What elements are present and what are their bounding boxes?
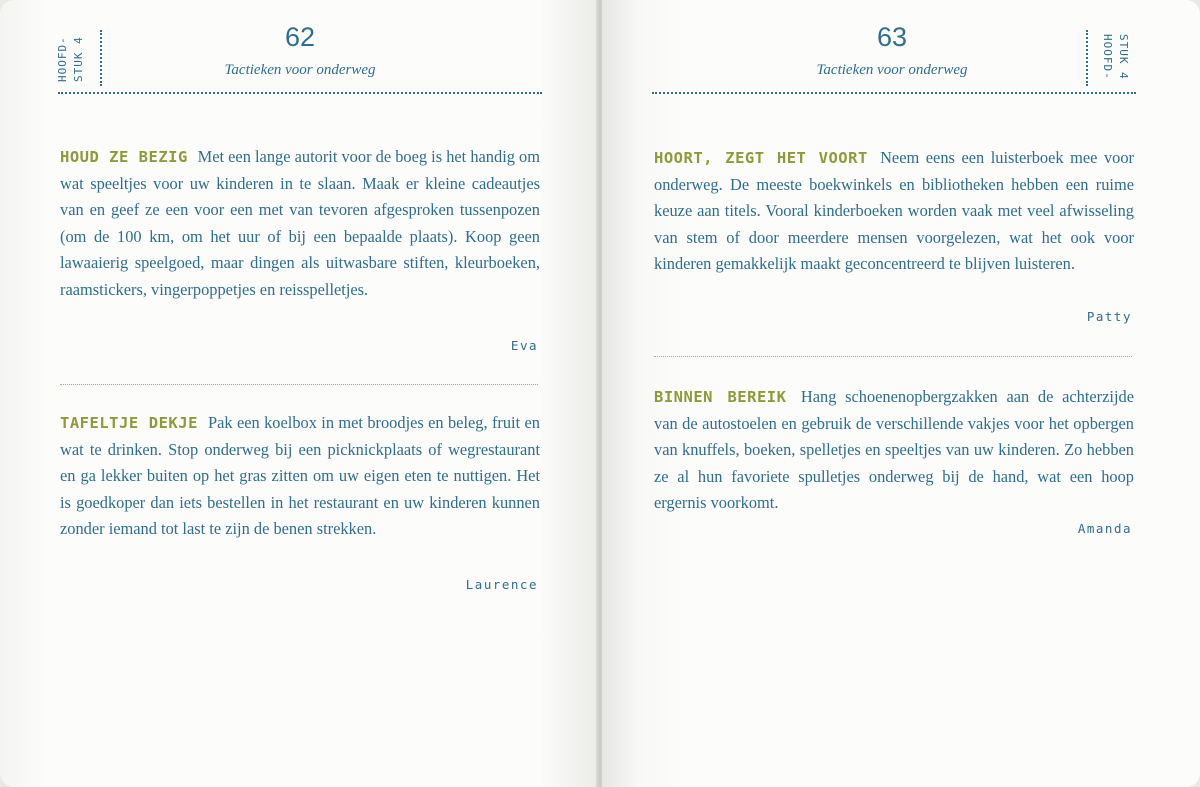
chapter-tab-line2: STUK 4 [1117,34,1130,80]
chapter-tab-line2: STUK 4 [72,36,85,82]
tip-body: Pak een koelbox in met broodjes en beleg, fruit en wat te drinken. Stop onderweg bij een picknickplaats of wegrestaurant en ga lekker buiten op het gras zitten om uw eigen eten te nuttigen. Het is goedkoper dan iets bestellen in het restaurant en uw kinderen kunnen zonder iemand tot last te zijn de benen strekken. [60,413,541,539]
header-dotted-rule [58,92,542,94]
tip-kicker: BINNEN BEREIK [654,388,801,406]
tip-body: Hang schoenenopbergzakken aan de achterzijde van de autostoelen en gebruik de verschillende vakjes voor het opbergen van knuffels, boeken, spelletjes en speeltjes van uw kinderen. Zo hebben ze al hun favoriete spulletjes onderweg bij de hand, wat een hoop ergernis voorkomt. [654,387,1134,513]
chapter-tab-dotted-rule [1086,30,1088,86]
tip-kicker: HOUD ZE BEZIG [60,148,198,166]
tip-author: Laurence [465,577,538,592]
tip-author: Eva [510,338,538,353]
tip-body: Neem eens een luisterboek mee voor onderweg. De meeste boekwinkels en bibliotheken hebben een ruime keuze aan titels. Vooral kinderboeken worden vaak met veel afwisseling van stem of door meerdere mensen voorgelezen, wat het ook voor kinderen gemakkelijk maakt geconcentreerd te blijven luisteren. [654,148,1134,274]
tip-author: Patty [1086,309,1132,324]
tip-entry [654,145,1134,278]
tip-entry [60,144,540,304]
tip-kicker: TAFELTJE DEKJE [60,414,209,432]
tip-kicker: HOORT, ZEGT HET VOORT [654,149,881,167]
right-page [602,0,1200,787]
page-number: 62 [284,22,316,52]
chapter-tab [56,30,108,88]
tip-body: Met een lange autorit voor de boeg is het handig om wat speeltjes voor uw kinderen in te slaan. Maak er kleine cadeautjes van en geef ze een voor een met van tevoren afgesproken tussenpozen (om de 100 km, om het uur of bij een bepaalde plaats). Koop geen lawaaierig speelgoed, maar dingen als uitwasbare stiften, kleurboeken, raamstickers, vingerpoppetjes en reisspelletjes. [60,147,540,299]
page-number: 63 [876,22,908,52]
header-dotted-rule [652,92,1136,94]
running-head: Tactieken voor onderweg [816,62,968,78]
entry-separator [654,356,1132,357]
tip-entry [654,384,1134,517]
running-head: Tactieken voor onderweg [224,62,376,78]
left-page [0,0,598,787]
tip-entry [60,410,540,543]
chapter-tab-line1: HOOFD- [1101,34,1114,80]
chapter-tab-line1: HOOFD- [56,36,69,82]
tip-author: Amanda [1077,521,1132,536]
entry-separator [60,384,538,385]
chapter-tab-dotted-rule [100,30,102,86]
chapter-tab [1086,30,1138,88]
